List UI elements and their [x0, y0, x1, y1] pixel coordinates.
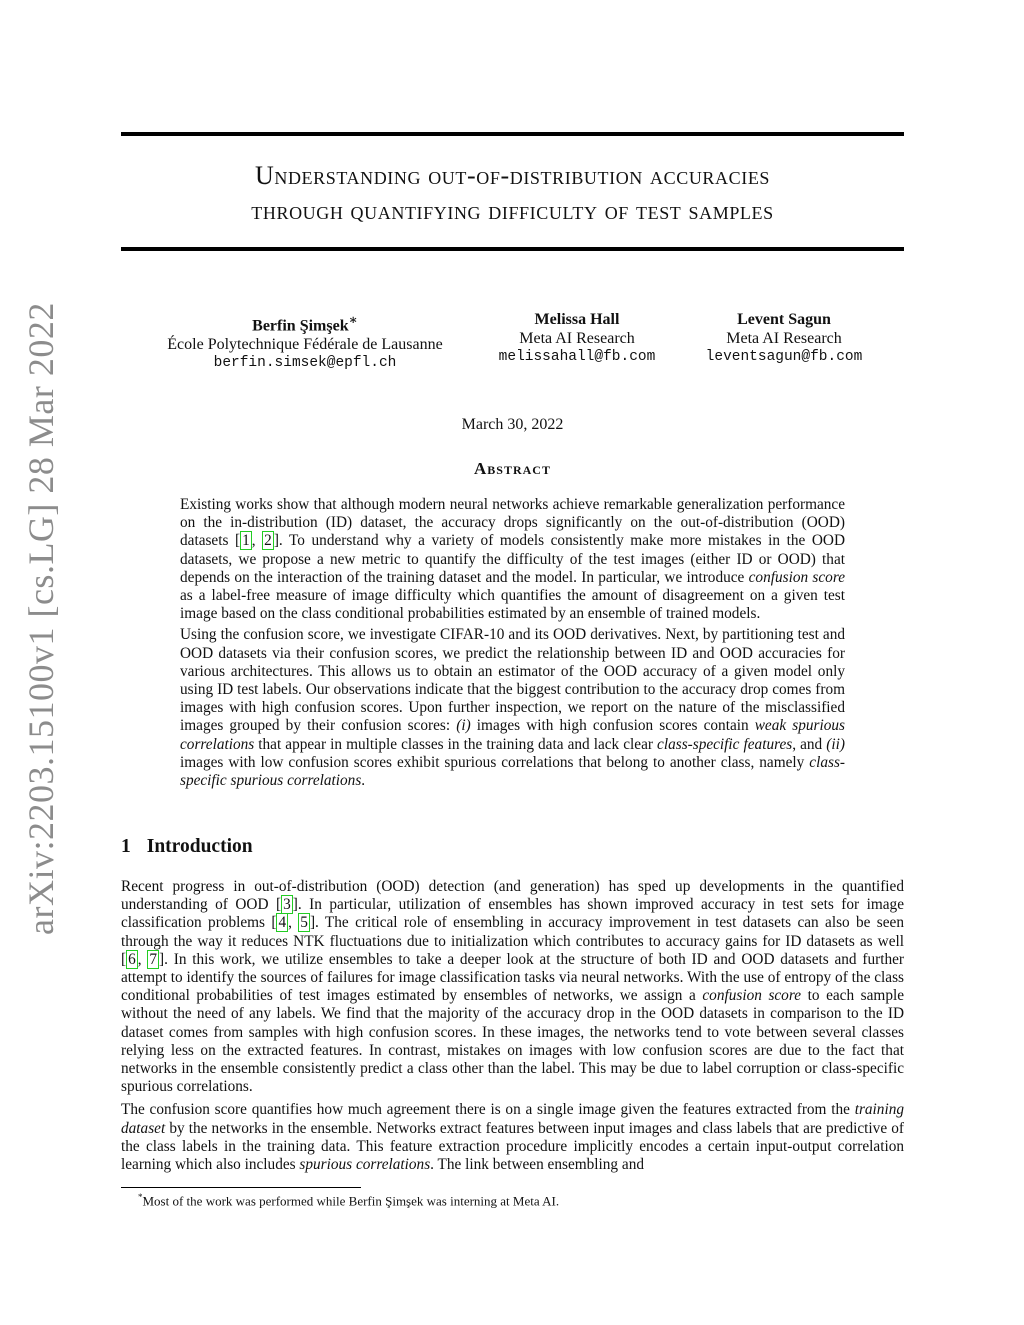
title-bottom-rule: [121, 247, 904, 251]
author-block-sagun: [694, 311, 874, 367]
author-email[interactable]: leventsagun@fb.com: [705, 349, 863, 365]
intro-paragraph-1: Recent progress in out-of-distribution (OOD) detection (and generation) has sped up developments in the quantified understanding of OOD [ 3 ]. In particular, utilization of ensembles has shown improved accuracy in test sets for image classification problems [ 4 , 5 ]. The critical role of ensembling in accuracy improvement in test datasets can also be seen through the way it reduces NTK fluctuations due to initialization which contributes to accuracy gains for ID datasets as well [ 6 , 7 ]. In this work, we utilize ensembles to take a deeper look at the structure of both ID and OOD datasets and further attempt to identify the sources of failures for image classification tasks via neural networks. With the use of entropy of the class conditional probabilities of test images estimated by ensembles of networks, we assign a confusion score to each sample without the need of any labels. We find that the majority of the accuracy drop in the OOD datasets in comparison to the ID dataset comes from samples with high confusion scores. In these images, the networks tend to vote between several classes relying less on the extracted features. In contrast, mistakes on images with low confusion scores are due to the fact that networks in the ensemble consistently predict a class other than the label. This may be due to label corruption or class-specific spurious correlations.: [121, 878, 905, 1096]
abstract-paragraph-2: Using the confusion score, we investigate CIFAR-10 and its OOD derivatives. Next, by partitioning test and OOD datasets via their confusion scores, we predict the relationship between ID and OOD accuracies for various architectures. This allows us to obtain an estimator of the OOD accuracy of a given model only using ID test labels. Our observations indicate that the biggest contribution to the accuracy drop comes from images with high confusion scores. Upon further inspection, we report on the nature of the misclassified images grouped by their confusion scores: (i) images with high confusion scores contain weak spurious correlations that appear in multiple classes in the training data and lack clear class-specific features, and (ii) images with low confusion scores exhibit spurious correlations that belong to another class, namely class-specific spurious correlations.: [180, 626, 845, 790]
abstract-paragraph-1: Existing works show that although modern neural networks achieve remarkable generalization performance on the in-distribution (ID) dataset, the accuracy drops significantly on the out-of-distribution (OOD) datasets [ 1 , 2 ]. To understand why a variety of models consistently make more mistakes in the OOD datasets, we propose a new metric to quantify the difficulty of the test images (either ID or OOD) that depends on the interaction of the training dataset and the model. In particular, we introduce confusion score as a label-free measure of image difficulty which quantifies the amount of disagreement on a given test image based on the class conditional probabilities estimated by an ensemble of trained models.: [180, 496, 846, 623]
section-heading-introduction: [121, 836, 253, 858]
citation-link[interactable]: 5: [300, 914, 308, 932]
publication-date: March 30, 2022: [461, 416, 564, 433]
author-affiliation: Meta AI Research: [726, 329, 842, 347]
title-line-1: Understanding out-of-distribution accuracies: [254, 161, 771, 190]
paper-title: [121, 158, 904, 228]
author-name: Melissa Hall: [534, 311, 620, 328]
section-number: 1: [121, 836, 131, 857]
citation-link[interactable]: 2: [264, 532, 272, 550]
author-block-simsek: [150, 311, 460, 373]
citation-link[interactable]: 6: [128, 950, 136, 968]
title-top-rule: [121, 132, 904, 136]
footnote-mark: *: [138, 1192, 143, 1202]
title-line-2: through quantifying difficulty of test samples: [251, 196, 774, 225]
abstract-body: [180, 496, 845, 793]
author-name: Levent Sagun: [737, 311, 831, 328]
arxiv-identifier[interactable]: arXiv:2203.15100v1 [cs.LG] 28 Mar 2022: [21, 302, 61, 935]
author-affiliation: École Polytechnique Fédérale de Lausanne: [167, 335, 443, 353]
footnote-text: Most of the work was performed while Berfin Şimşek was interning at Meta AI.: [142, 1193, 560, 1209]
author-email[interactable]: berfin.simsek@epfl.ch: [213, 355, 397, 372]
introduction-body: [121, 878, 904, 1179]
footnote: [138, 1192, 559, 1209]
author-name: Berfin Şimşek∗: [252, 312, 358, 335]
author-block-hall: [487, 311, 667, 367]
section-title: Introduction: [146, 836, 253, 857]
citation-link[interactable]: 3: [283, 896, 291, 914]
citation-link[interactable]: 4: [278, 914, 287, 932]
footnote-rule: [121, 1187, 361, 1188]
citation-link[interactable]: 1: [242, 532, 250, 550]
author-affiliation: Meta AI Research: [519, 329, 635, 347]
author-email[interactable]: melissahall@fb.com: [498, 349, 656, 365]
citation-link[interactable]: 7: [149, 950, 158, 968]
intro-paragraph-2: The confusion score quantifies how much agreement there is on a single image given the features extracted from the training dataset by the networks in the ensemble. Networks extract features between input images and class labels that are predictive of the class labels in the training data. This feature extraction procedure implicitly encodes a certain input-output correlation learning which also includes spurious correlations. The link between ensembling and: [121, 1101, 904, 1174]
abstract-heading: Abstract: [474, 459, 551, 478]
